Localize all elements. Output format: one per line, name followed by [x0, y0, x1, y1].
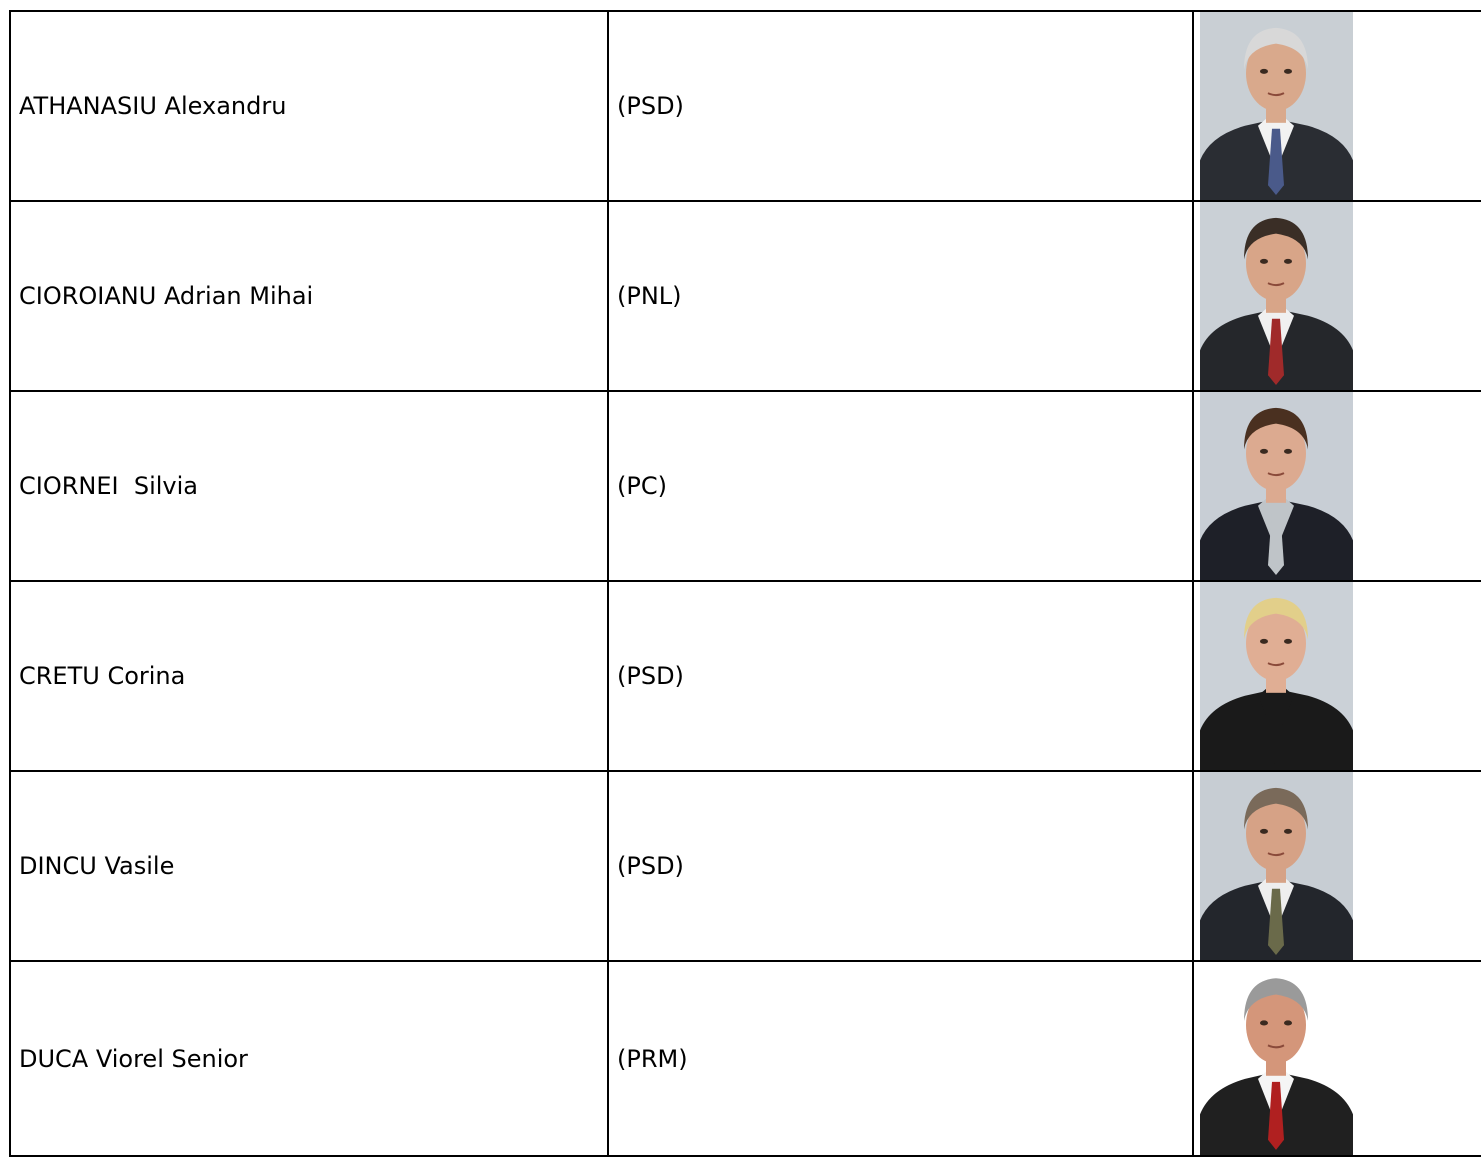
portrait-photo [1200, 392, 1353, 580]
portrait-photo [1200, 202, 1353, 390]
portrait-photo-icon [1200, 202, 1353, 390]
member-photo-cell [1193, 11, 1481, 201]
member-name: ATHANASIU Alexandru [10, 11, 608, 201]
portrait-photo [1200, 582, 1353, 770]
member-name: CIORNEI Silvia [10, 391, 608, 581]
member-photo-cell [1193, 391, 1481, 581]
member-photo-cell [1193, 771, 1481, 961]
member-party: (PSD) [608, 11, 1193, 201]
member-photo-cell [1193, 961, 1481, 1156]
member-party: (PSD) [608, 771, 1193, 961]
table-row [10, 11, 1481, 201]
member-name: CIOROIANU Adrian Mihai [10, 201, 608, 391]
member-photo-cell [1193, 581, 1481, 771]
member-party: (PNL) [608, 201, 1193, 391]
members-table-body [10, 11, 1481, 1156]
member-party: (PSD) [608, 581, 1193, 771]
portrait-photo-icon [1200, 392, 1353, 580]
member-name: DUCA Viorel Senior [10, 961, 608, 1156]
member-name: DINCU Vasile [10, 771, 608, 961]
portrait-photo [1200, 962, 1353, 1155]
table-row [10, 581, 1481, 771]
portrait-photo [1200, 12, 1353, 200]
table-row [10, 391, 1481, 581]
portrait-photo [1200, 772, 1353, 960]
table-row [10, 201, 1481, 391]
portrait-photo-icon [1200, 962, 1353, 1155]
member-party: (PRM) [608, 961, 1193, 1156]
member-name: CRETU Corina [10, 581, 608, 771]
table-row [10, 771, 1481, 961]
table-row [10, 961, 1481, 1156]
members-table [9, 10, 1481, 1157]
portrait-photo-icon [1200, 772, 1353, 960]
member-photo-cell [1193, 201, 1481, 391]
portrait-photo-icon [1200, 12, 1353, 200]
portrait-photo-icon [1200, 582, 1353, 770]
member-party: (PC) [608, 391, 1193, 581]
